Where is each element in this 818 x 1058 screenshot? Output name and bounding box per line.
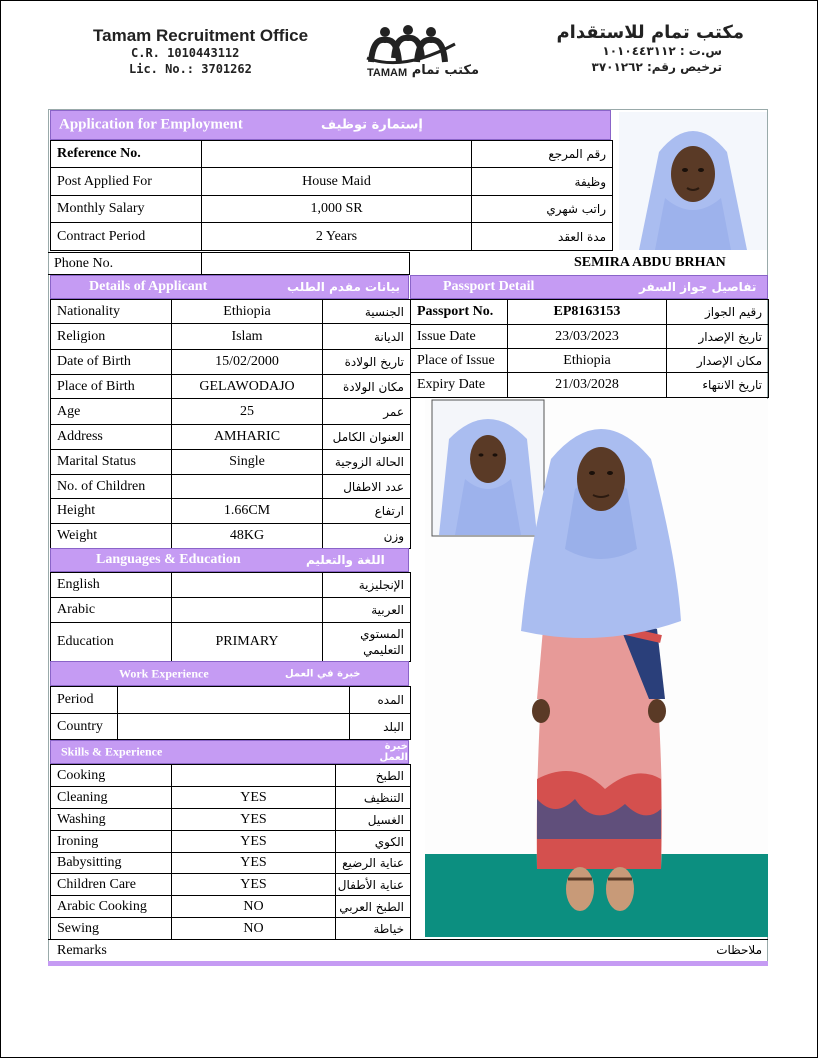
phone-label: Phone No. [48, 253, 201, 275]
address-value: AMHARIC [172, 425, 323, 450]
nationality-label-ar: الجنسية [323, 300, 411, 324]
table-row [51, 375, 411, 399]
washing-value: YES [172, 809, 336, 831]
cleaning-label-ar: التنظيف [336, 787, 411, 809]
details-table [50, 299, 411, 549]
table-row [51, 874, 411, 896]
expiry-date-value: 21/03/2028 [508, 373, 667, 398]
period-label-ar: المده [350, 687, 411, 714]
application-table [50, 140, 613, 251]
table-row [51, 853, 411, 874]
skills-title-bar [50, 740, 409, 764]
arabic-cooking-label: Arabic Cooking [51, 896, 172, 918]
country-label-ar: البلد [350, 714, 411, 740]
languages-table [50, 572, 411, 662]
work-title-bar [50, 661, 409, 686]
table-row [51, 687, 411, 714]
table-row [51, 425, 411, 450]
table-row [51, 475, 411, 499]
details-title-bar [50, 275, 409, 299]
languages-title-en: Languages & Education [96, 552, 241, 567]
english-label: English [51, 573, 172, 598]
education-label-ar: المستوي التعليمي [323, 623, 411, 662]
application-title-bar [50, 110, 611, 140]
table-row [411, 373, 769, 398]
sewing-label: Sewing [51, 918, 172, 940]
applicant-full-photo [425, 399, 768, 937]
table-row [51, 168, 613, 196]
languages-title-bar [50, 548, 409, 572]
dob-label: Date of Birth [51, 350, 172, 375]
nationality-label: Nationality [51, 300, 172, 324]
skills-title-ar: خبرة العمل [379, 741, 408, 763]
place-of-issue-value: Ethiopia [508, 349, 667, 373]
details-title-ar: بيانات مقدم الطلب [287, 280, 401, 294]
cooking-value [172, 765, 336, 787]
table-row [51, 196, 613, 223]
arabic-cooking-label-ar: الطبخ العربي [336, 896, 411, 918]
table-row [51, 300, 411, 324]
passport-no-label-ar: رقيم الجواز [667, 300, 769, 325]
contract-value: 2 Years [202, 223, 472, 251]
washing-label: Washing [51, 809, 172, 831]
cooking-label-ar: الطبخ [336, 765, 411, 787]
height-label: Height [51, 499, 172, 524]
table-row [51, 450, 411, 475]
passport-no-label: Passport No. [411, 300, 508, 325]
sewing-label-ar: خياطة [336, 918, 411, 940]
footer-accent-bar [48, 961, 768, 966]
remarks-label: Remarks [57, 943, 107, 958]
salary-label-ar: راتب شهري [472, 196, 613, 223]
table-row [51, 350, 411, 375]
passport-title-bar [410, 275, 768, 299]
arabic-cooking-value: NO [172, 896, 336, 918]
issue-date-value: 23/03/2023 [508, 325, 667, 349]
skills-title-en: Skills & Experience [61, 744, 163, 759]
details-title-en: Details of Applicant [89, 279, 208, 294]
children-label: No. of Children [51, 475, 172, 499]
cleaning-label: Cleaning [51, 787, 172, 809]
applicant-portrait [619, 112, 767, 250]
pob-value: GELAWODAJO [172, 375, 323, 399]
expiry-date-label: Expiry Date [411, 373, 508, 398]
company-cr-en: C.R. 1010443112 [131, 46, 240, 60]
remarks-label-ar: ملاحظات [716, 943, 762, 957]
religion-label: Religion [51, 324, 172, 350]
religion-label-ar: الديانة [323, 324, 411, 350]
phone-value [201, 253, 409, 275]
children-care-label-ar: عناية الأطفال [336, 874, 411, 896]
post-value: House Maid [202, 168, 472, 196]
reference-value [202, 141, 472, 168]
address-label: Address [51, 425, 172, 450]
passport-no-value: EP8163153 [508, 300, 667, 325]
arabic-value [172, 598, 323, 623]
application-title-en: Application for Employment [59, 116, 243, 133]
age-label: Age [51, 399, 172, 425]
place-of-issue-label-ar: مكان الإصدار [667, 349, 769, 373]
education-value: PRIMARY [172, 623, 323, 662]
children-value [172, 475, 323, 499]
children-care-label: Children Care [51, 874, 172, 896]
marital-label: Marital Status [51, 450, 172, 475]
place-of-issue-label: Place of Issue [411, 349, 508, 373]
table-row [411, 325, 769, 349]
cooking-label: Cooking [51, 765, 172, 787]
skills-table [50, 764, 411, 940]
ironing-value: YES [172, 831, 336, 853]
reference-label: Reference No. [51, 141, 202, 168]
application-title-ar: إستمارة توظيف [321, 117, 423, 133]
babysitting-label: Babysitting [51, 853, 172, 874]
reference-label-ar: رقم المرجع [472, 141, 613, 168]
sewing-value: NO [172, 918, 336, 940]
marital-value: Single [172, 450, 323, 475]
work-table [50, 686, 411, 740]
phone-table [48, 252, 410, 275]
height-value: 1.66CM [172, 499, 323, 524]
children-label-ar: عدد الاطفال [323, 475, 411, 499]
table-row [51, 399, 411, 425]
contract-label-ar: مدة العقد [472, 223, 613, 251]
ironing-label-ar: الكوي [336, 831, 411, 853]
age-value: 25 [172, 399, 323, 425]
arabic-label: Arabic [51, 598, 172, 623]
education-label: Education [51, 623, 172, 662]
company-license-ar: ترخيص رقم: ٣٧٠١٢٦٢ [591, 60, 722, 74]
table-row [51, 524, 411, 549]
svg-text:TAMAM: TAMAM [367, 67, 408, 78]
company-name-en: Tamam Recruitment Office [93, 26, 309, 45]
children-care-value: YES [172, 874, 336, 896]
pob-label: Place of Birth [51, 375, 172, 399]
expiry-date-label-ar: تاريخ الانتهاء [667, 373, 769, 398]
passport-title-ar: تفاصيل جواز السفر [639, 280, 757, 294]
languages-title-ar: اللغة والتعليم [306, 553, 385, 567]
company-name-ar: مكتب تمام للاستقدام [556, 22, 744, 43]
table-row [51, 499, 411, 524]
applicant-name: SEMIRA ABDU BRHAN [574, 255, 726, 270]
table-row [51, 598, 411, 623]
washing-label-ar: الغسيل [336, 809, 411, 831]
post-label-ar: وظيفة [472, 168, 613, 196]
salary-label: Monthly Salary [51, 196, 202, 223]
passport-title-en: Passport Detail [443, 279, 535, 294]
company-logo [363, 24, 481, 78]
english-label-ar: الإنجليزية [323, 573, 411, 598]
country-value [118, 714, 350, 740]
period-label: Period [51, 687, 118, 714]
marital-label-ar: الحالة الزوجية [323, 450, 411, 475]
post-label: Post Applied For [51, 168, 202, 196]
dob-value: 15/02/2000 [172, 350, 323, 375]
english-value [172, 573, 323, 598]
work-title-en: Work Experience [119, 666, 209, 680]
issue-date-label-ar: تاريخ الإصدار [667, 325, 769, 349]
address-label-ar: العنوان الكامل [323, 425, 411, 450]
table-row [51, 573, 411, 598]
table-row [51, 623, 411, 662]
contract-label: Contract Period [51, 223, 202, 251]
table-row [51, 714, 411, 740]
ironing-label: Ironing [51, 831, 172, 853]
passport-table [410, 299, 769, 398]
weight-label: Weight [51, 524, 172, 549]
table-row [51, 223, 613, 251]
table-row [411, 349, 769, 373]
table-row [51, 141, 613, 168]
table-row [48, 253, 409, 275]
company-license-en: Lic. No.: 3701262 [129, 62, 252, 76]
nationality-value: Ethiopia [172, 300, 323, 324]
period-value [118, 687, 350, 714]
table-row [51, 896, 411, 918]
salary-value: 1,000 SR [202, 196, 472, 223]
babysitting-value: YES [172, 853, 336, 874]
country-label: Country [51, 714, 118, 740]
table-row [51, 809, 411, 831]
table-row [51, 765, 411, 787]
weight-value: 48KG [172, 524, 323, 549]
table-row [51, 324, 411, 350]
table-row [51, 831, 411, 853]
arabic-label-ar: العربية [323, 598, 411, 623]
religion-value: Islam [172, 324, 323, 350]
weight-label-ar: وزن [323, 524, 411, 549]
remarks-row [48, 939, 768, 962]
pob-label-ar: مكان الولادة [323, 375, 411, 399]
dob-label-ar: تاريخ الولادة [323, 350, 411, 375]
company-cr-ar: س.ت : ١٠١٠٤٤٣١١٢ [602, 44, 722, 58]
age-label-ar: عمر [323, 399, 411, 425]
cleaning-value: YES [172, 787, 336, 809]
issue-date-label: Issue Date [411, 325, 508, 349]
table-row [51, 918, 411, 940]
babysitting-label-ar: عناية الرضيع [336, 853, 411, 874]
table-row [51, 787, 411, 809]
svg-text:مكتب تمام: مكتب تمام [411, 63, 479, 78]
table-row [411, 300, 769, 325]
height-label-ar: ارتفاع [323, 499, 411, 524]
work-title-ar: خبرة في العمل [285, 668, 361, 679]
